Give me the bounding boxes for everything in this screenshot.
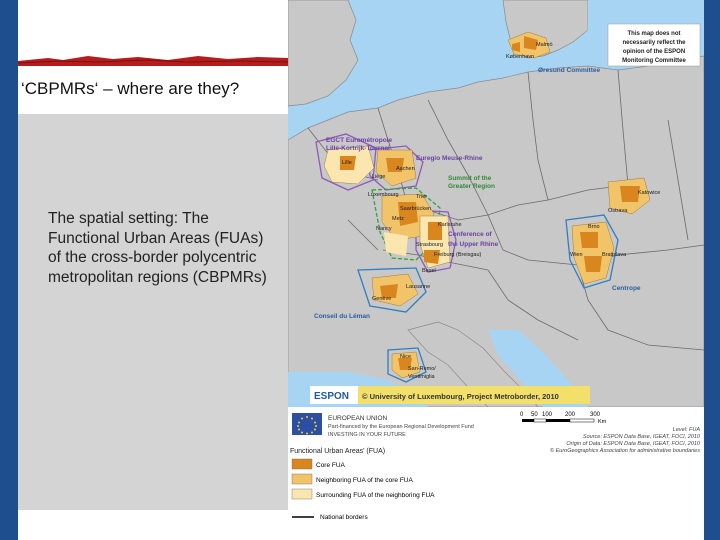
scale-tick-200: 200 — [565, 412, 576, 418]
content-box — [18, 114, 288, 510]
scale-bar — [522, 419, 594, 422]
footer-strip — [18, 510, 288, 540]
scale-tick-50: 50 — [531, 412, 538, 418]
label-liege: Liège — [372, 174, 386, 180]
label-bratislava: Bratislava — [602, 252, 627, 258]
scale-unit: Km — [598, 419, 607, 425]
legend-swatch-core — [292, 459, 312, 469]
label-sanremo-2: Ventimiglia — [408, 374, 435, 380]
legend-source-2: Origin of Data: ESPON Data Base, IGEAT, FOCI, 2010 — [566, 441, 700, 447]
label-upper-rhine-1: Conference of — [448, 231, 492, 238]
scale-tick-100: 100 — [542, 412, 553, 418]
disclaimer-line-2: necessarily reflect the — [622, 40, 686, 46]
label-saarbrucken: Saarbrücken — [400, 206, 432, 212]
label-leman: Conseil du Léman — [314, 313, 370, 320]
label-karlsruhe: Karlsruhe — [438, 222, 462, 228]
espon-logo: ESPON — [314, 391, 350, 402]
decorative-red-band — [18, 52, 288, 66]
left-stripe — [0, 0, 18, 540]
label-meuse-rhine: Euregio Meuse-Rhine — [416, 155, 483, 162]
label-sanremo-1: San-Remo/ — [408, 366, 436, 372]
label-metz: Metz — [392, 216, 404, 222]
label-trier: Trier — [416, 194, 428, 200]
disclaimer-line-4: Monitoring Committee — [622, 58, 686, 64]
eu-title: EUROPEAN UNION — [328, 415, 388, 422]
legend-source-1: Source: ESPON Data Base, IGEAT, FOCI, 2010 — [582, 434, 700, 440]
header-strip — [18, 0, 288, 52]
scale-tick-0: 0 — [520, 412, 524, 418]
legend-label-neighboring: Neighboring FUA of the core FUA — [316, 477, 413, 484]
label-centrope: Centrope — [612, 285, 641, 292]
label-lausanne: Lausanne — [406, 284, 431, 290]
cbpmr-map — [288, 0, 704, 407]
label-egct-2: Lille-Kortrijk-Tournai — [326, 145, 390, 152]
label-egct-1: EGCT Eurométropole — [326, 137, 393, 144]
label-lille: Lille — [342, 160, 352, 166]
scale-tick-300: 300 — [590, 412, 601, 418]
label-wien: Wien — [570, 252, 583, 258]
slide-title: ‘CBPMRs‘ – where are they? — [21, 79, 240, 98]
disclaimer-line-3: opinion of the ESPON — [622, 49, 686, 55]
map-legend — [288, 407, 704, 540]
label-ostrava: Ostrava — [608, 208, 628, 214]
legend-level: Level: FUA — [672, 427, 700, 433]
label-luxembourg: Luxembourg — [368, 192, 399, 198]
legend-swatch-neighboring — [292, 474, 312, 484]
label-katowice: Katowice — [638, 190, 661, 196]
credit-text: © University of Luxembourg, Project Metroborder, 2010 — [362, 392, 559, 401]
legend-label-core: Core FUA — [316, 462, 345, 469]
legend-title: Functional Urban Areas' (FUA) — [290, 448, 386, 455]
label-brno: Brno — [588, 224, 600, 230]
label-greater-region-2: Greater Region — [448, 183, 495, 190]
legend-swatch-surrounding — [292, 489, 312, 499]
label-upper-rhine-2: the Upper Rhine — [448, 241, 499, 248]
label-geneve: Genève — [372, 296, 392, 302]
label-oresund: Øresund Committee — [538, 67, 601, 74]
label-malmo: Malmö — [536, 42, 553, 48]
eu-line-2: INVESTING IN YOUR FUTURE — [328, 432, 406, 438]
label-basel: Basel — [422, 268, 436, 274]
label-strasbourg: Strasbourg — [416, 242, 443, 248]
body-text: The spatial setting: The Functional Urban Areas (FUAs) of the cross-border polycentric metropolitan regions (CBPMRs) — [48, 210, 267, 286]
legend-source-3: © EuroGeographics Association for administrative boundaries — [550, 448, 700, 454]
legend-label-borders: National borders — [320, 514, 368, 521]
label-kobenhavn: København — [506, 54, 535, 60]
label-aachen: Aachen — [396, 166, 415, 172]
disclaimer-line-1: This map does not — [627, 31, 681, 37]
label-nancy: Nancy — [376, 226, 392, 232]
label-nice: Nice — [400, 354, 412, 360]
legend-label-surrounding: Surrounding FUA of the neighboring FUA — [316, 492, 435, 499]
right-stripe — [704, 0, 720, 540]
label-freiburg: Freiburg (Breisgau) — [434, 252, 482, 258]
eu-line-1: Part-financed by the European Regional Development Fund — [328, 424, 474, 430]
label-greater-region-1: Summit of the — [448, 175, 492, 182]
